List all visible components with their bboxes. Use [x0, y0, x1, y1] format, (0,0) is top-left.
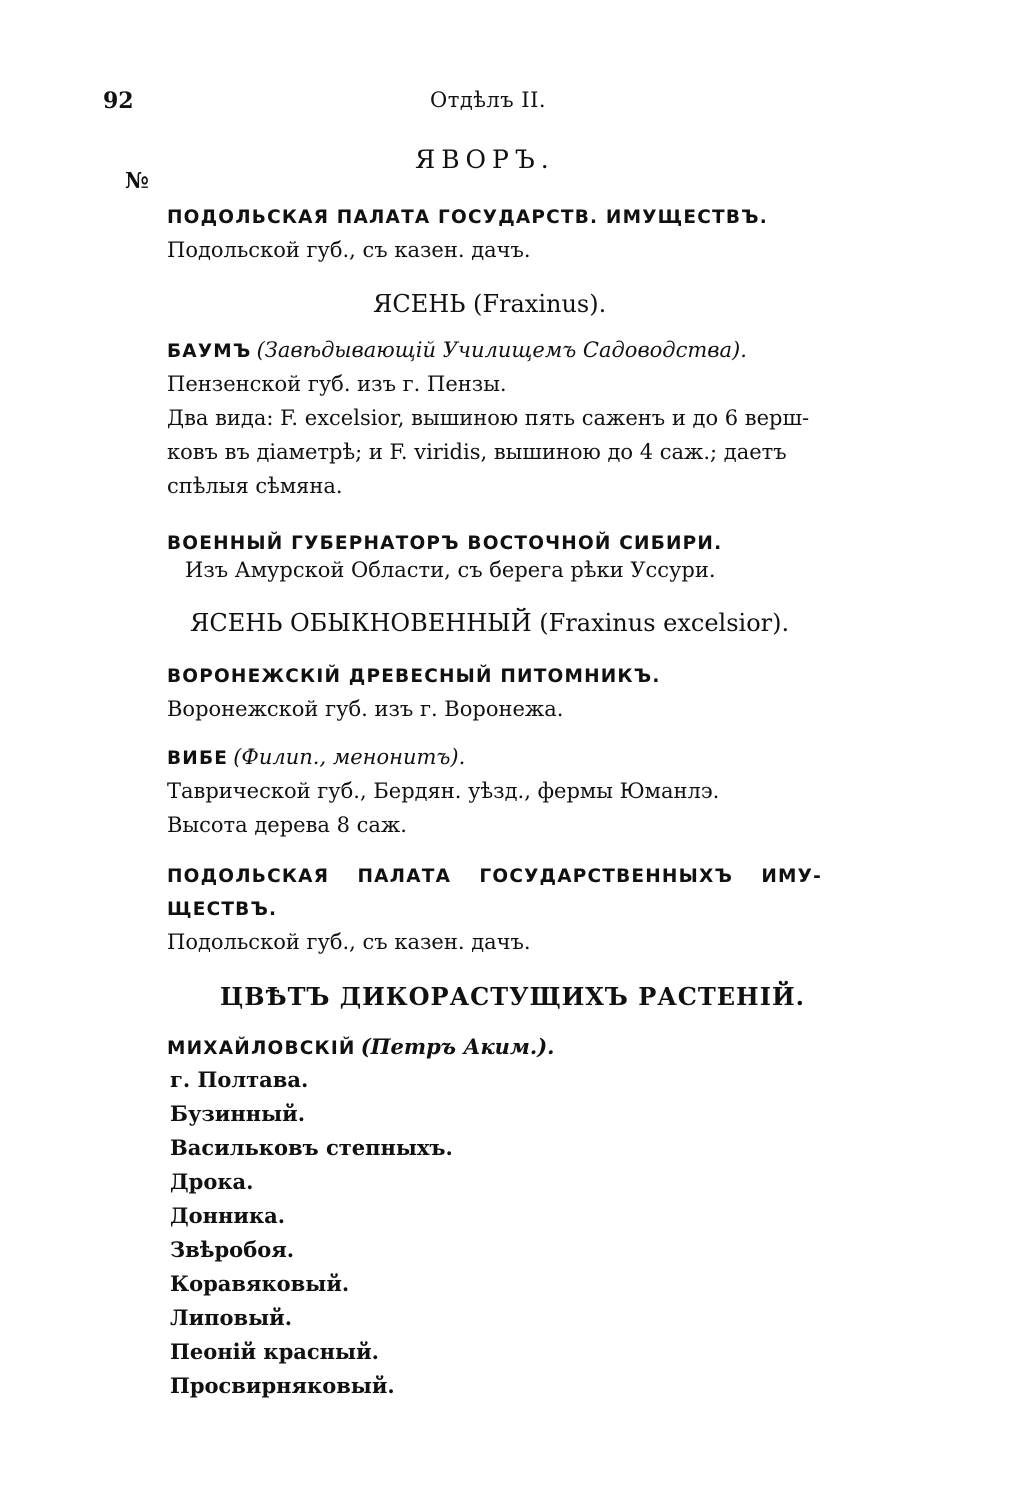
list-item: Коравяковый.: [170, 1271, 350, 1296]
number-column-sign: №: [125, 168, 149, 194]
list-item: Пеоній красный.: [170, 1339, 379, 1364]
list-item: Донника.: [170, 1203, 286, 1228]
entry-org: БАУМЪ: [167, 341, 252, 362]
entry-heading: [167, 745, 465, 769]
entry-heading: [167, 1034, 554, 1059]
org-word: ИМУ-: [761, 866, 822, 887]
entry-location: Подольской губ., съ казен. дачъ.: [167, 238, 531, 262]
entry-description-line-2: ковъ въ діаметрѣ; и F. viridis, вышиною до 4 саж.; даетъ: [167, 440, 787, 464]
running-title: Отдѣлъ II.: [430, 88, 547, 112]
list-item: Дрока.: [170, 1169, 254, 1194]
entry-location: Подольской губ., съ казен. дачъ.: [167, 930, 531, 954]
list-item: Васильковъ степныхъ.: [170, 1135, 453, 1160]
entry-description-line-3: спѣлыя сѣмяна.: [167, 474, 343, 498]
section-title-tsvet: ЦВѢТЪ ДИКОРАСТУЩИХЪ РАСТЕНІЙ.: [220, 982, 805, 1011]
section-title-yasen-obyknovennyi: ЯСЕНЬ ОБЫКНОВЕННЫЙ (Fraxinus excelsior).: [190, 609, 790, 637]
entry-location: Изъ Амурской Области, съ берега рѣки Уссури.: [185, 558, 716, 582]
entry-org: ПОДОЛЬСКАЯ ПАЛАТА ГОСУДАРСТВ. ИМУЩЕСТВЪ.: [167, 207, 768, 228]
entry-location: Пензенской губ. изъ г. Пензы.: [167, 372, 507, 396]
entry-org: ВИБЕ: [167, 748, 229, 769]
entry-location: Таврической губ., Бердян. уѣзд., фермы Юманлэ.: [167, 779, 720, 803]
entry-location: г. Полтава.: [170, 1067, 309, 1092]
section-title-yavor: ЯВОРЪ.: [415, 145, 555, 174]
section-title-yasen: ЯСЕНЬ (Fraxinus).: [373, 290, 607, 318]
entry-heading: [167, 338, 747, 362]
list-item: Липовый.: [170, 1305, 293, 1330]
entry-description-line-1: Два вида: F. excelsior, вышиною пять саженъ и до 6 верш-: [167, 406, 810, 430]
org-word: ПОДОЛЬСКАЯ: [167, 866, 330, 887]
entry-org-continuation: ЩЕСТВЪ.: [167, 899, 278, 920]
entry-note: (Завѣдывающій Училищемъ Садоводства).: [256, 338, 747, 362]
entry-org: МИХАЙЛОВСКІЙ: [167, 1038, 356, 1059]
list-item: Бузинный.: [170, 1101, 306, 1126]
list-item: Звѣробоя.: [170, 1237, 295, 1262]
entry-org: ВОЕННЫЙ ГУБЕРНАТОРЪ ВОСТОЧНОЙ СИБИРИ.: [167, 533, 723, 554]
entry-org: ВОРОНЕЖСКІЙ ДРЕВЕСНЫЙ ПИТОМНИКЪ.: [167, 666, 661, 687]
entry-extra: Высота дерева 8 саж.: [167, 813, 407, 837]
entry-location: Воронежской губ. изъ г. Воронежа.: [167, 697, 564, 721]
page-number: 92: [103, 88, 134, 114]
entry-note: (Петръ Аким.).: [360, 1034, 555, 1059]
org-word: ГОСУДАРСТВЕННЫХЪ: [479, 866, 734, 887]
org-word: ПАЛАТА: [357, 866, 452, 887]
entry-note: (Филип., менонитъ).: [233, 745, 466, 769]
list-item: Просвирняковый.: [170, 1373, 395, 1398]
entry-org-justified: [167, 866, 822, 887]
